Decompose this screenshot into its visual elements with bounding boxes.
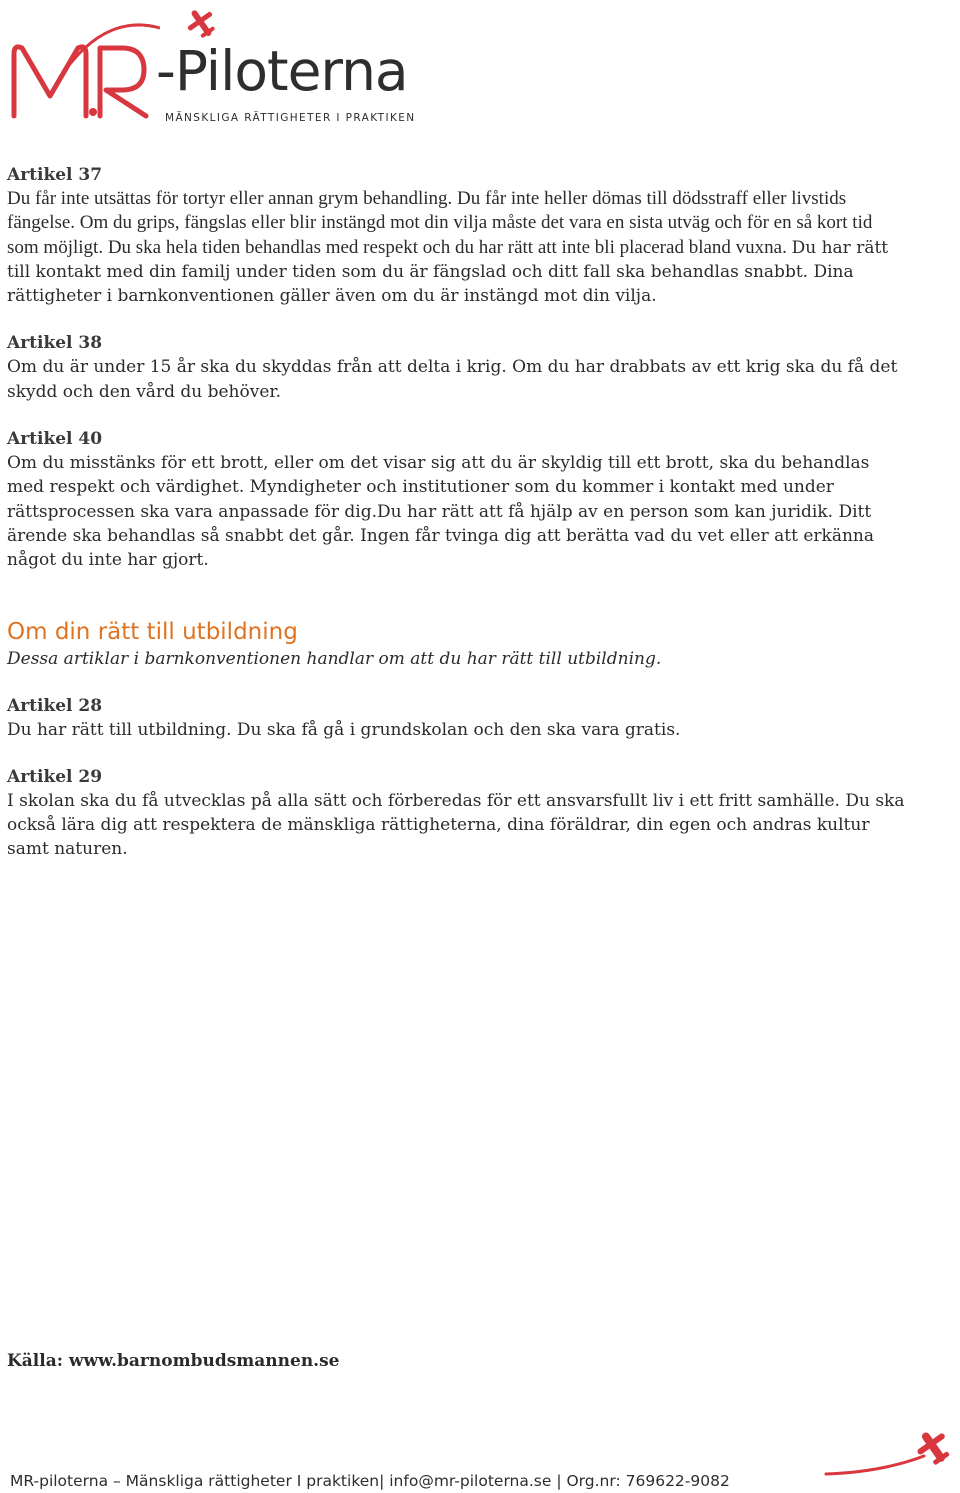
- brand-name: -Piloterna: [156, 39, 408, 103]
- article-paragraph: I skolan ska du få utvecklas på alla sätt och förberedas för ett ansvarsfullt liv i ett fritt samhälle. Du ska också lära dig att respektera de mänskliga rättigheterna, dina föräldrar, din egen och andras kultur samt naturen.: [7, 790, 905, 860]
- brand-logo: [10, 4, 420, 126]
- article-paragraph: Du får inte utsättas för tortyr eller annan grym behandling. Du får inte heller dömas till dödsstraff eller livstids fängelse. Om du grips, fängslas eller blir instängd mot din vilja måste det vara en sista utväg och för en så kort tid som möjligt. Du ska hela tiden behandlas med respekt och du har rätt att inte bli placerad bland vuxna. Du har rätt till kontakt med din familj under tiden som du är fängslad och ditt fall ska behandlas snabbt. Dina rättigheter i barnkonventionen gäller även om du är instängd mot din vilja.: [7, 188, 889, 307]
- article-title: Artikel 28: [7, 695, 103, 716]
- article-paragraph: Om du är under 15 år ska du skyddas från att delta i krig. Om du har drabbats av ett krig ska du få det skydd och den vård du behöver.: [7, 357, 898, 402]
- section-heading: Om din rätt till utbildning: [7, 618, 298, 645]
- article-28: [7, 694, 907, 742]
- mr-logo-mark: [10, 4, 160, 126]
- page-footer: MR-piloterna – Mänskliga rättigheter I praktiken| info@mr-piloterna.se | Org.nr: 769622-9082: [10, 1472, 730, 1490]
- document-content: [7, 163, 907, 885]
- article-paragraph: Du har rätt till utbildning. Du ska få gå i grundskolan och den ska vara gratis.: [7, 719, 681, 740]
- article-title: Artikel 29: [7, 766, 103, 787]
- brand-tagline: MÄNSKLIGA RÄTTIGHETER I PRAKTIKEN: [165, 112, 416, 124]
- article-title: Artikel 40: [7, 429, 103, 450]
- footer-airplane-icon: [822, 1420, 954, 1480]
- airplane-icon: [182, 4, 222, 44]
- section-intro: Dessa artiklar i barnkonventionen handlar om att du har rätt till utbildning.: [7, 648, 662, 669]
- article-29: [7, 765, 907, 862]
- article-paragraph: Om du misstänks för ett brott, eller om det visar sig att du är skyldig till ett brott, ska du behandlas med respekt och värdighet. Myndigheter och institutioner som du kommer i kontakt med under rättsprocessen ska vara anpassade för dig.Du har rätt att få hjälp av en person som kan juridik. Ditt ärende ska behandlas så snabbt det går. Ingen får tvinga dig att berätta vad du vet eller att erkänna något du inte har gjort.: [7, 453, 874, 571]
- source-citation: Källa: www.barnombudsmannen.se: [7, 1351, 340, 1371]
- article-37: [7, 163, 907, 308]
- article-38: [7, 331, 907, 404]
- article-title: Artikel 38: [7, 333, 103, 354]
- article-40: [7, 427, 907, 572]
- article-title: Artikel 37: [7, 165, 103, 185]
